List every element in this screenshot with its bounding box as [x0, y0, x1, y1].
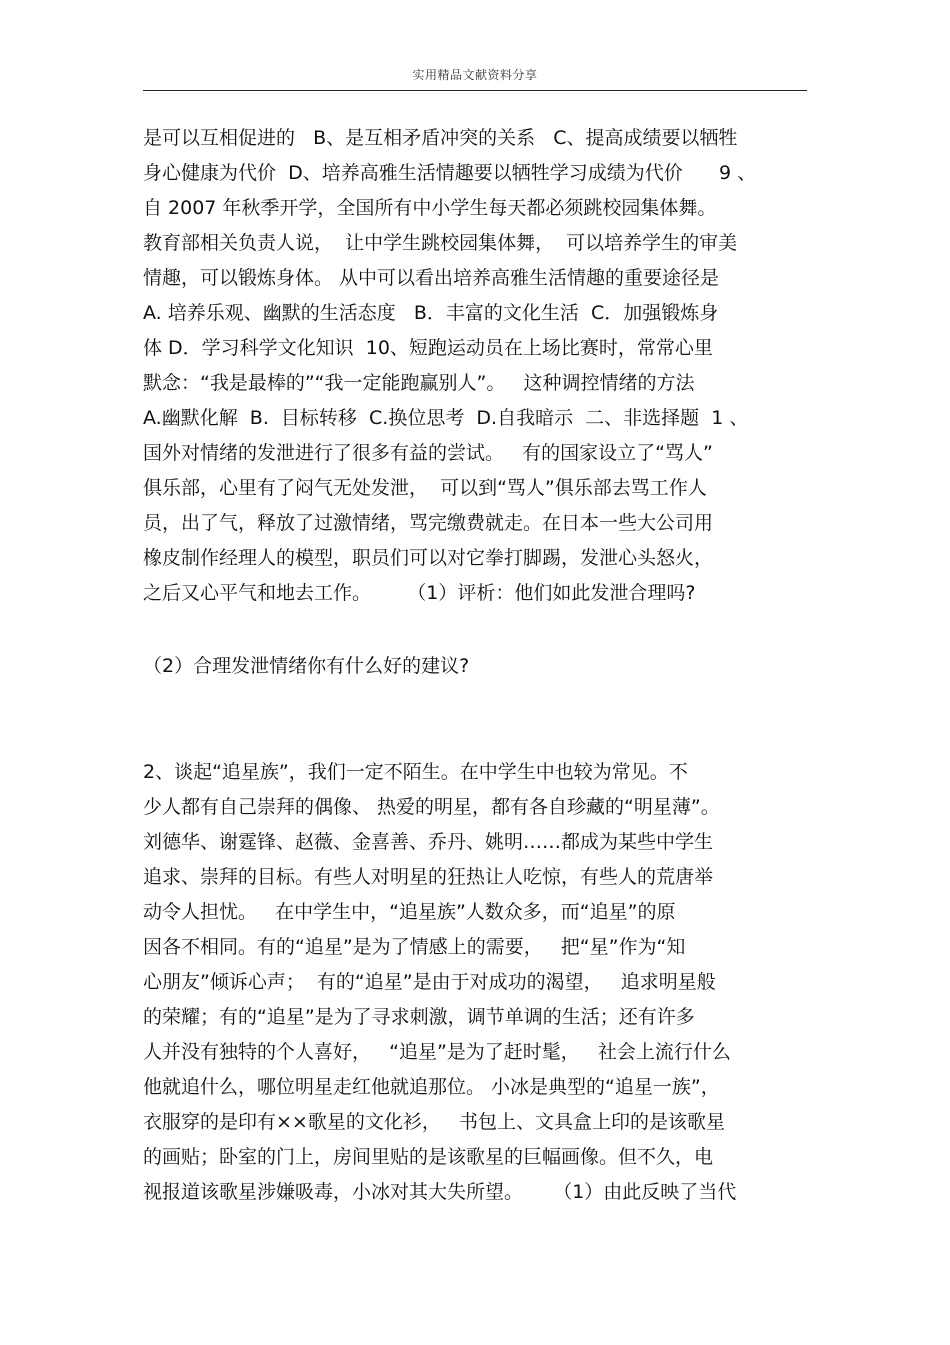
- text-line: 国外对情绪的发泄进行了很多有益的尝试。 有的国家设立了“骂人”: [143, 442, 713, 464]
- text-line: 情趣，可以锻炼身体。 从中可以看出培养高雅生活情趣的重要途径是: [143, 267, 720, 289]
- text-line: 人并没有独特的个人喜好， “追星”是为了赶时髦， 社会上流行什么: [143, 1041, 731, 1063]
- text-line: 体 D．学习科学文化知识 10、短跑运动员在上场比赛时，常常心里: [143, 337, 713, 359]
- text-line: 俱乐部，心里有了闷气无处发泄， 可以到“骂人”俱乐部去骂工作人: [143, 477, 707, 499]
- text-line: （2）合理发泄情绪你有什么好的建议?: [143, 655, 470, 677]
- text-line: 他就追什么，哪位明星走红他就追那位。 小冰是典型的“追星一族”，: [143, 1076, 720, 1098]
- text-line: 之后又心平气和地去工作。 （1）评析：他们如此发泄合理吗?: [143, 582, 696, 604]
- text-line: 少人都有自己崇拜的偶像、 热爱的明星，都有各自珍藏的“明星薄”。: [143, 796, 720, 818]
- text-line: 追求、崇拜的目标。有些人对明星的狂热让人吃惊，有些人的荒唐举: [143, 866, 714, 888]
- text-line: 2、谈起“追星族”，我们一定不陌生。在中学生中也较为常见。不: [143, 761, 688, 783]
- text-line: 橡皮制作经理人的模型，职员们可以对它拳打脚踢，发泄心头怒火，: [143, 547, 714, 569]
- text-line: 身心健康为代价 D、培养高雅生活情趣要以牺牲学习成绩为代价 9 、: [143, 162, 757, 184]
- text-line: 动令人担忧。 在中学生中，“追星族”人数众多，而“追星”的原: [143, 901, 676, 923]
- text-line: 是可以互相促进的 B、是互相矛盾冲突的关系 C、提高成绩要以牺牲: [143, 127, 738, 149]
- text-line: 员，出了气，释放了过激情绪，骂完缴费就走。在日本一些大公司用: [143, 512, 714, 534]
- text-line: 自 2007 年秋季开学，全国所有中小学生每天都必须跳校园集体舞。: [143, 197, 717, 219]
- text-line: A. 培养乐观、幽默的生活态度 B．丰富的文化生活 C．加强锻炼身: [143, 302, 719, 324]
- header-divider: [143, 90, 807, 91]
- page-header-title: 实用精品文献资料分享: [412, 68, 538, 82]
- text-line: 的画贴；卧室的门上，房间里贴的是该歌星的巨幅画像。但不久，电: [143, 1146, 714, 1168]
- text-line: 因各不相同。有的“追星”是为了情感上的需要， 把“星”作为“知: [143, 936, 686, 958]
- text-line: 默念：“我是最棒的”“我一定能跑赢别人”。 这种调控情绪的方法: [143, 372, 695, 394]
- text-line: 教育部相关负责人说， 让中学生跳校园集体舞， 可以培养学生的审美: [143, 232, 738, 254]
- text-line: 刘德华、谢霆锋、赵薇、金喜善、乔丹、姚明……都成为某些中学生: [143, 831, 714, 853]
- text-line: 衣服穿的是印有××歌星的文化衫， 书包上、文具盒上印的是该歌星: [143, 1111, 725, 1133]
- text-line: 心朋友”倾诉心声； 有的“追星”是由于对成功的渴望， 追求明星般: [143, 971, 716, 993]
- text-line: 视报道该歌星涉嫌吸毒，小冰对其大失所望。 （1）由此反映了当代: [143, 1181, 737, 1203]
- text-line: A.幽默化解 B. 目标转移 C.换位思考 D.自我暗示 二、非选择题 1 、: [143, 407, 749, 429]
- text-line: 的荣耀；有的“追星”是为了寻求刺激，调节单调的生活；还有许多: [143, 1006, 695, 1028]
